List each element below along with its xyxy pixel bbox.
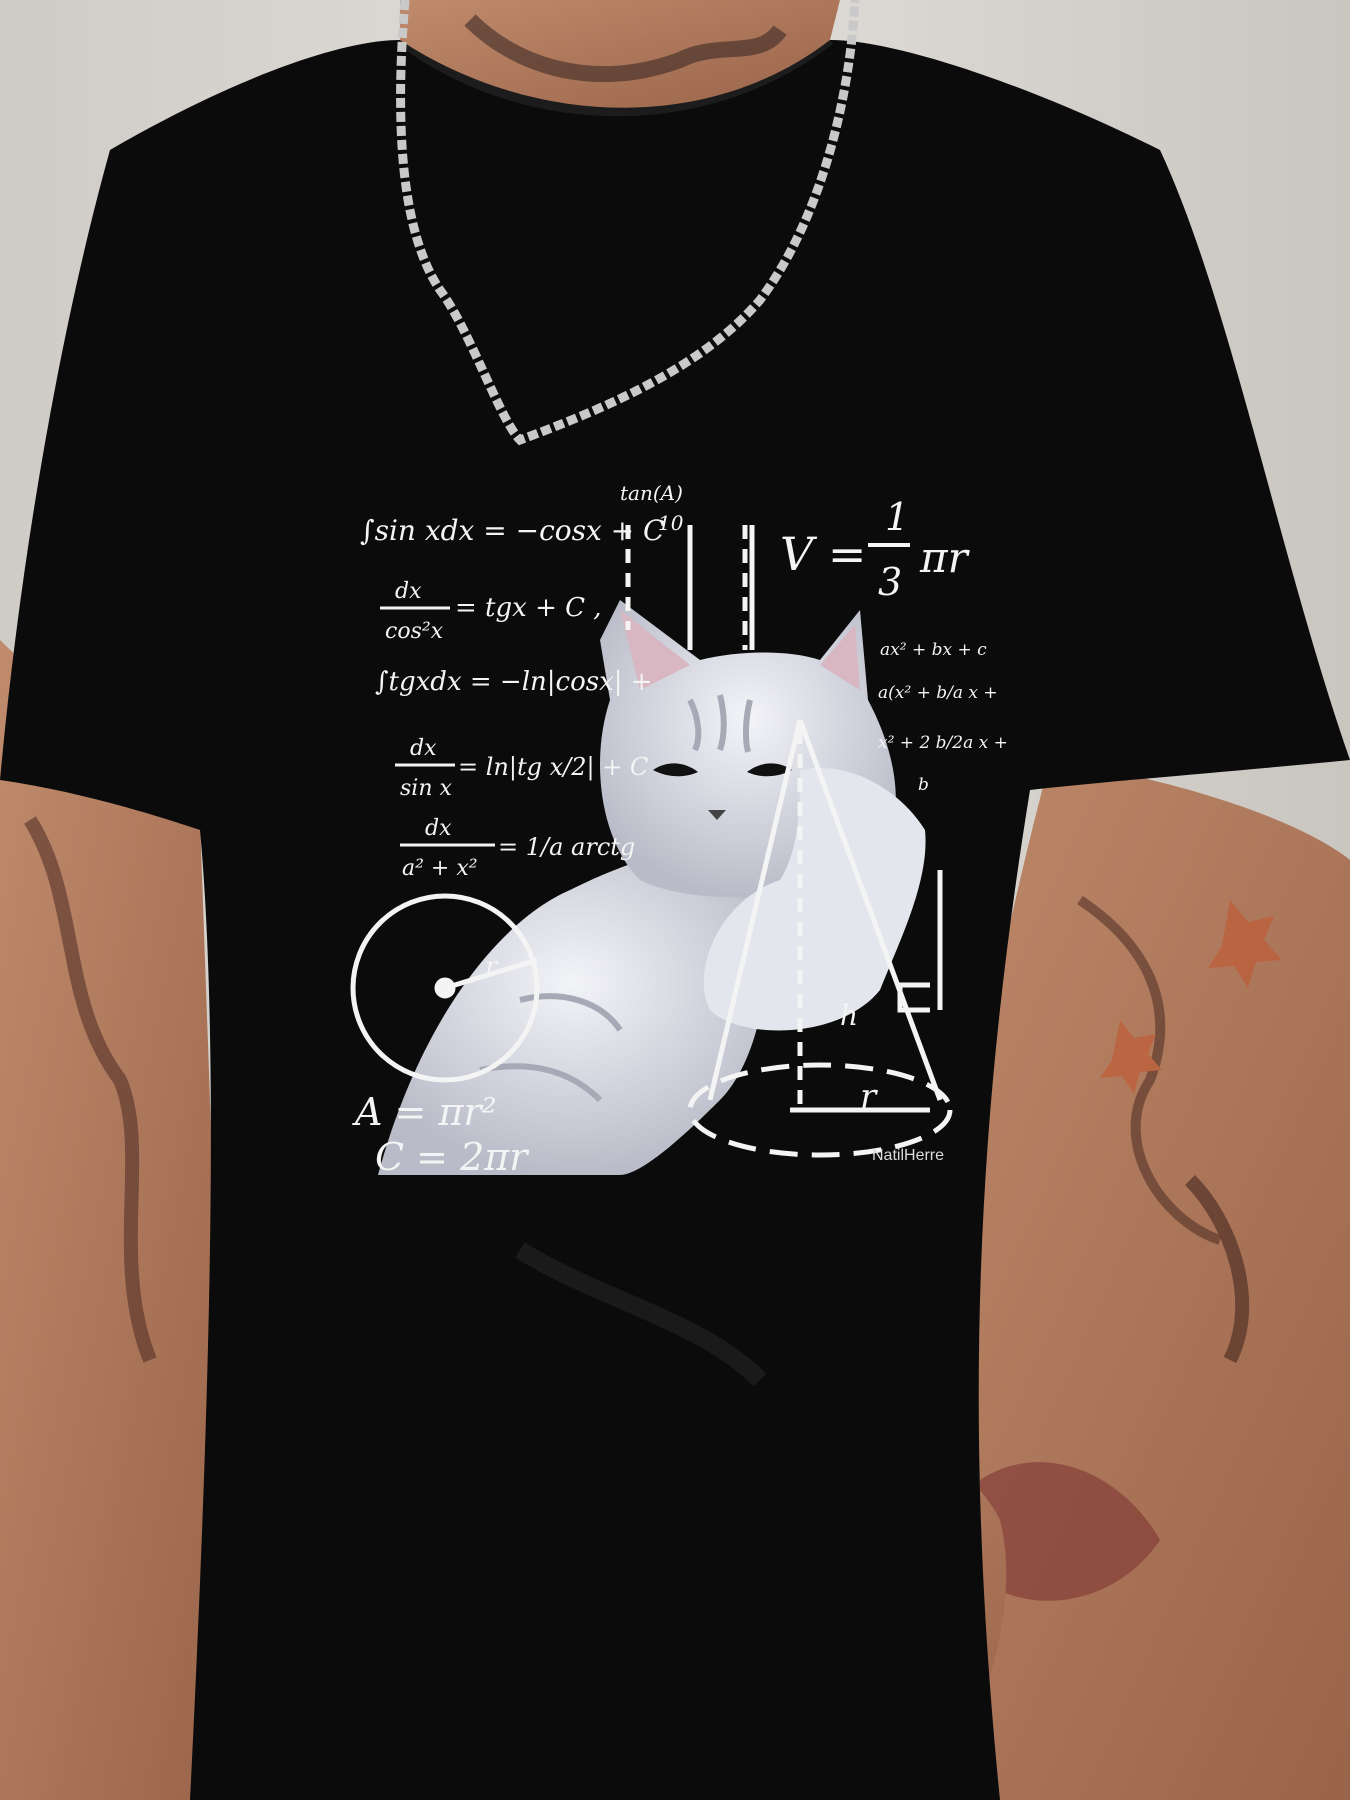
area-formula: A = πr² xyxy=(355,1090,497,1134)
quadratic-line-2: a(x² + b/a x + xyxy=(878,683,998,703)
circumference-formula: C = 2πr xyxy=(375,1135,528,1179)
formula-integral-sin: ∫sin xdx = −cosx + C xyxy=(360,514,665,547)
volume-formula-rhs: πr xyxy=(920,533,968,582)
formula-integral-tg: ∫tgxdx = −ln|cosx| + xyxy=(375,667,653,697)
formula-cos2-rhs: = tgx + C , xyxy=(455,593,602,623)
volume-formula-denominator: 3 xyxy=(878,560,903,604)
radius-label: r xyxy=(485,952,498,982)
artist-signature: NatilHerre xyxy=(872,1147,945,1164)
formula-sin-denominator: sin x xyxy=(400,776,452,801)
formula-arctg-denominator: a² + x² xyxy=(402,856,478,881)
tan-label: tan(A) xyxy=(620,481,683,505)
cone-height-label: h xyxy=(840,999,859,1032)
tick-label-10: 10 xyxy=(658,511,684,535)
volume-formula-lhs: V = xyxy=(780,527,867,581)
volume-formula-numerator: 1 xyxy=(885,495,910,539)
cone-radius-label: r xyxy=(860,1077,877,1117)
quadratic-line-4: b xyxy=(918,775,929,795)
formula-arctg-rhs: = 1/a arctg xyxy=(498,833,636,861)
formula-arctg-numerator: dx xyxy=(425,816,452,841)
quadratic-line-1: ax² + bx + c xyxy=(880,640,987,660)
quadratic-line-3: x² + 2 b/2a x + xyxy=(878,733,1008,753)
formula-cos2-denominator: cos²x xyxy=(385,619,444,644)
formula-cos2-numerator: dx xyxy=(395,579,422,604)
formula-sin-rhs: = ln|tg x/2| + C xyxy=(458,753,649,781)
formula-sin-numerator: dx xyxy=(410,736,437,761)
